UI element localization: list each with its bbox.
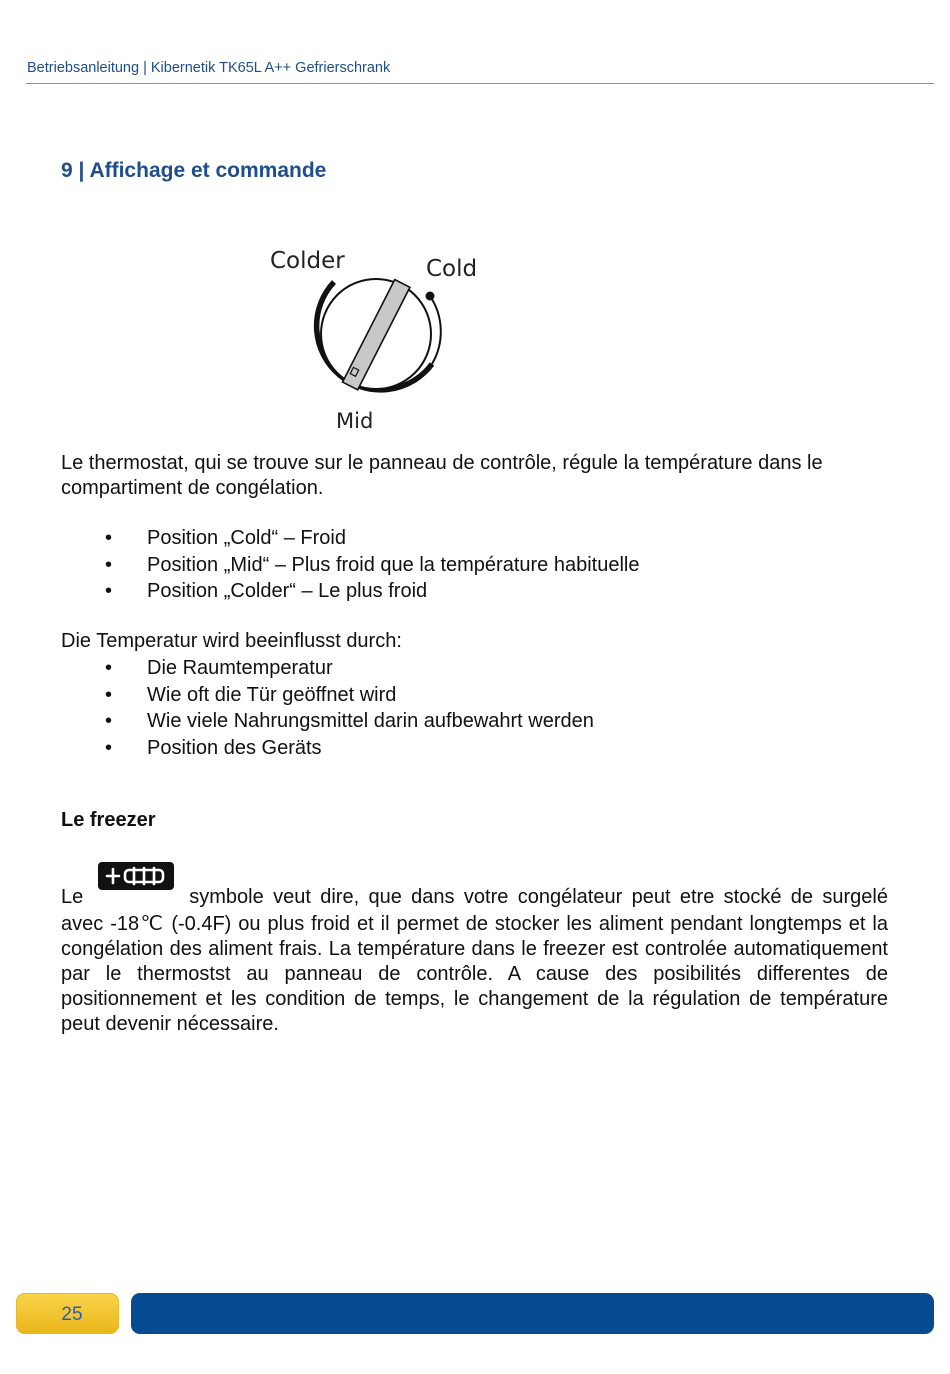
- intro-paragraph: Le thermostat, qui se trouve sur le panneau de contrôle, régule la température dans le compartiment de congélation.: [61, 452, 823, 499]
- list-item: • Wie oft die Tür geöffnet wird: [61, 682, 594, 709]
- header-rule: [26, 83, 934, 84]
- page-number-box: [16, 1293, 119, 1334]
- list-item: • Position des Geräts: [61, 735, 594, 762]
- dial-label-cold: Cold: [426, 256, 478, 282]
- list-item: • Wie viele Nahrungsmittel darin aufbewahrt werden: [61, 708, 594, 735]
- dial-cold-dot: [426, 292, 435, 301]
- freezer-text: symbole veut dire, que dans votre congélateur peut etre stocké de surgelé avec -18℃ (-0.4F) ou plus froid et il permet de stocker les aliment pendant longtemps et la congélation des aliment frais. La température dans le freezer est controlée automatiquement par le thermostst au panneau de contrôle. A cause des posibilités differentes de positionnement et les condition de temps, le changement de la régulation de température peut devenir nécessaire.: [61, 886, 888, 1035]
- footer-bar: [131, 1293, 934, 1334]
- influence-heading: Die Temperatur wird beeinflusst durch:: [61, 630, 402, 652]
- freezer-heading: Le freezer: [61, 809, 156, 831]
- section-title: 9 | Affichage et commande: [61, 159, 327, 182]
- list-item: • Position „Colder“ – Le plus froid: [61, 578, 639, 605]
- running-header: Betriebsanleitung | Kibernetik TK65L A++ Gefrierschrank: [27, 60, 391, 76]
- freezer-lead-word: Le: [61, 886, 84, 908]
- thermostat-dial-illustration: [262, 244, 522, 436]
- page-number: 25: [61, 1304, 83, 1325]
- freezer-paragraph: [61, 875, 888, 1037]
- influence-list: [61, 655, 594, 761]
- list-item: • Position „Mid“ – Plus froid que la température habituelle: [61, 552, 639, 579]
- position-list: [61, 525, 639, 605]
- list-item: • Die Raumtemperatur: [61, 655, 594, 682]
- list-item: • Position „Cold“ – Froid: [61, 525, 639, 552]
- dial-label-colder: Colder: [270, 248, 345, 274]
- dial-label-mid: Mid: [336, 409, 374, 433]
- four-star-freezer-icon: [97, 861, 175, 898]
